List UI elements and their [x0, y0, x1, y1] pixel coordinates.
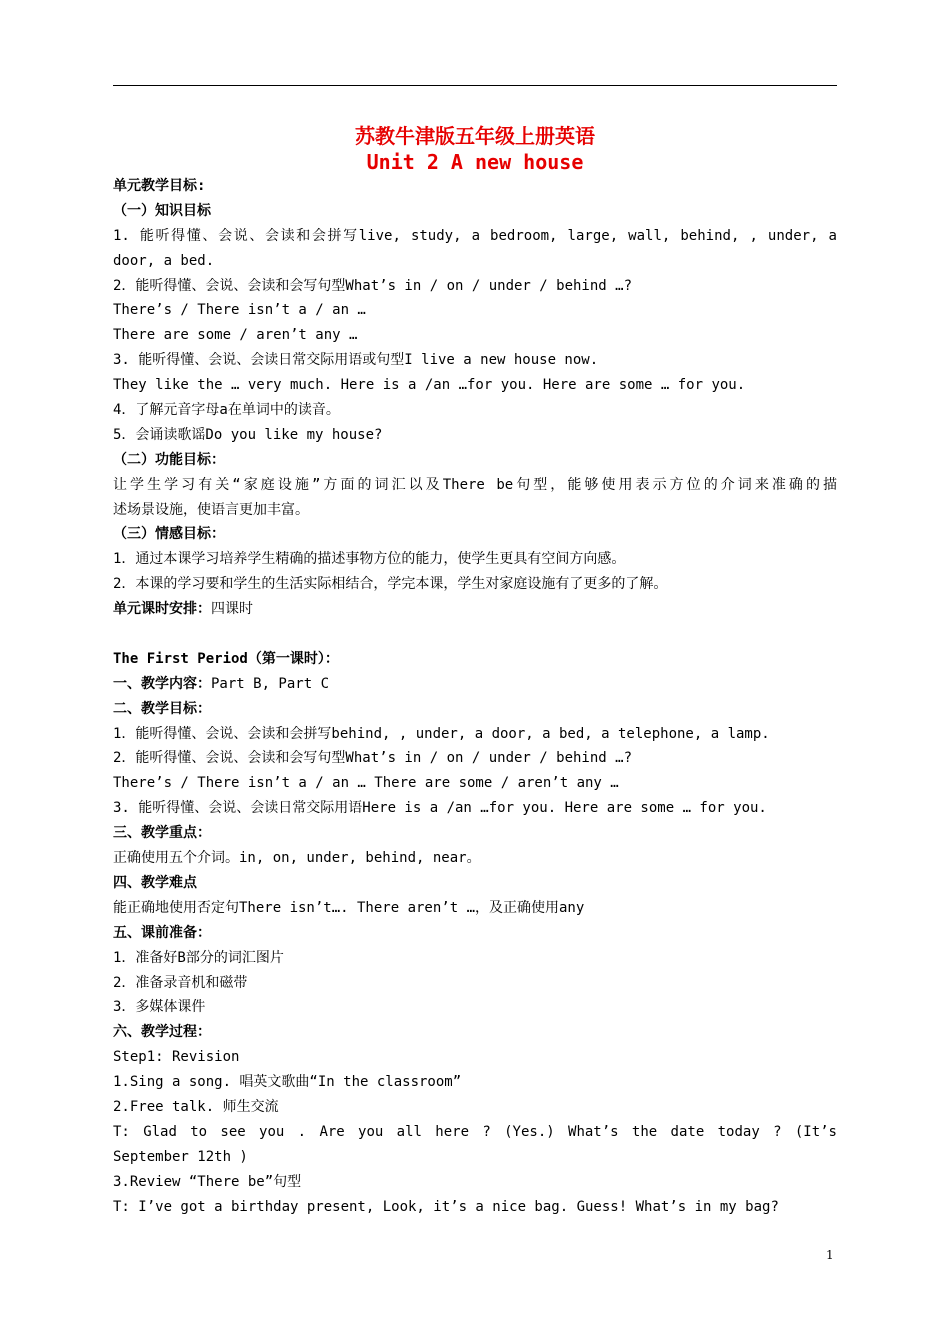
- content-label: 一、教学内容：: [113, 675, 211, 692]
- text-line: 让学生学习有关“家庭设施”方面的词汇以及There be句型，能够使用表示方位的介词来准确的描: [113, 476, 837, 493]
- text-line: There are some / aren’t any …: [113, 327, 358, 344]
- header-rule: [113, 85, 837, 86]
- text-line: 2．能听得懂、会说、会读和会写句型What’s in / on / under / behind …?: [113, 750, 633, 767]
- schedule-line: [113, 597, 837, 622]
- schedule-value: 四课时: [211, 601, 253, 618]
- text-line: 述场景设施，使语言更加丰富。: [113, 501, 309, 518]
- text-line: 能正确地使用否定句There isn’t…. There aren’t …，及正确使用any: [113, 899, 585, 916]
- text-line: 2．本课的学习要和学生的生活实际相结合，学完本课，学生对家庭设施有了更多的了解。: [113, 576, 668, 593]
- schedule-label: 单元课时安排：: [113, 601, 211, 618]
- period-heading: The First Period（第一课时）：: [113, 650, 339, 667]
- document-body: [113, 174, 837, 1219]
- page-number: 1: [826, 1248, 834, 1262]
- knowledge-objectives-heading: （一）知识目标: [113, 202, 211, 219]
- unit-title: Unit 2 A new house: [366, 150, 584, 174]
- unit-objectives-heading: 单元教学目标:: [113, 178, 206, 194]
- preparation-heading: 五、课前准备：: [113, 924, 211, 941]
- text-line: door, a bed.: [113, 252, 215, 269]
- difficulties-heading: 四、教学难点: [113, 874, 197, 891]
- text-line: There’s / There isn’t a / an …: [113, 302, 366, 319]
- text-line: 1．准备好B部分的词汇图片: [113, 949, 284, 966]
- content-line: [113, 672, 837, 697]
- text-line: 2．准备录音机和磁带: [113, 974, 248, 991]
- goals-heading: 二、教学目标：: [113, 700, 211, 717]
- text-line: 1.Sing a song. 唱英文歌曲“In the classroom”: [113, 1074, 462, 1091]
- text-line: 3.Review “There be”句型: [113, 1173, 302, 1190]
- text-line: 1. 能听得懂、会说、会读和会拼写live, study, a bedroom, large, wall, behind, , under, a: [113, 227, 837, 244]
- text-line: 3．多媒体课件: [113, 999, 206, 1016]
- text-line: 1．通过本课学习培养学生精确的描述事物方位的能力，使学生更具有空间方向感。: [113, 551, 626, 568]
- text-line: September 12th ): [113, 1148, 248, 1165]
- function-objectives-heading: （二）功能目标：: [113, 451, 225, 468]
- text-line: T: I’ve got a birthday present, Look, it’s a nice bag. Guess! What’s in my bag?: [113, 1198, 779, 1215]
- text-line: 2．能听得懂、会说、会读和会写句型What’s in / on / under / behind …?: [113, 277, 633, 294]
- text-line: 3. 能听得懂、会说、会读日常交际用语Here is a /an …for you. Here are some … for you.: [113, 800, 767, 817]
- blank-line: [113, 622, 837, 647]
- text-line: T: Glad to see you . Are you all here ? (Yes.) What’s the date today ? (It’s: [113, 1123, 837, 1140]
- text-line: Step1: Revision: [113, 1049, 240, 1066]
- text-line: 3. 能听得懂、会说、会读日常交际用语或句型I live a new house now.: [113, 352, 599, 369]
- text-line: 4．了解元音字母a在单词中的读音。: [113, 402, 340, 419]
- text-line: 1．能听得懂、会说、会读和会拼写behind, , under, a door, a bed, a telephone, a lamp.: [113, 725, 770, 742]
- key-points-heading: 三、教学重点：: [113, 825, 211, 842]
- content-value: Part B, Part C: [211, 675, 330, 692]
- text-line: 5．会诵读歌谣Do you like my house?: [113, 426, 383, 443]
- procedure-heading: 六、教学过程：: [113, 1024, 211, 1041]
- text-line: 2.Free talk. 师生交流: [113, 1098, 279, 1115]
- document-title: 苏教牛津版五年级上册英语: [355, 124, 595, 148]
- text-line: They like the … very much. Here is a /an …for you. Here are some … for you.: [113, 377, 746, 394]
- text-line: There’s / There isn’t a / an … There are some / aren’t any …: [113, 775, 619, 792]
- emotion-objectives-heading: （三）情感目标：: [113, 526, 225, 543]
- text-line: 正确使用五个介词。in, on, under, behind, near。: [113, 850, 481, 867]
